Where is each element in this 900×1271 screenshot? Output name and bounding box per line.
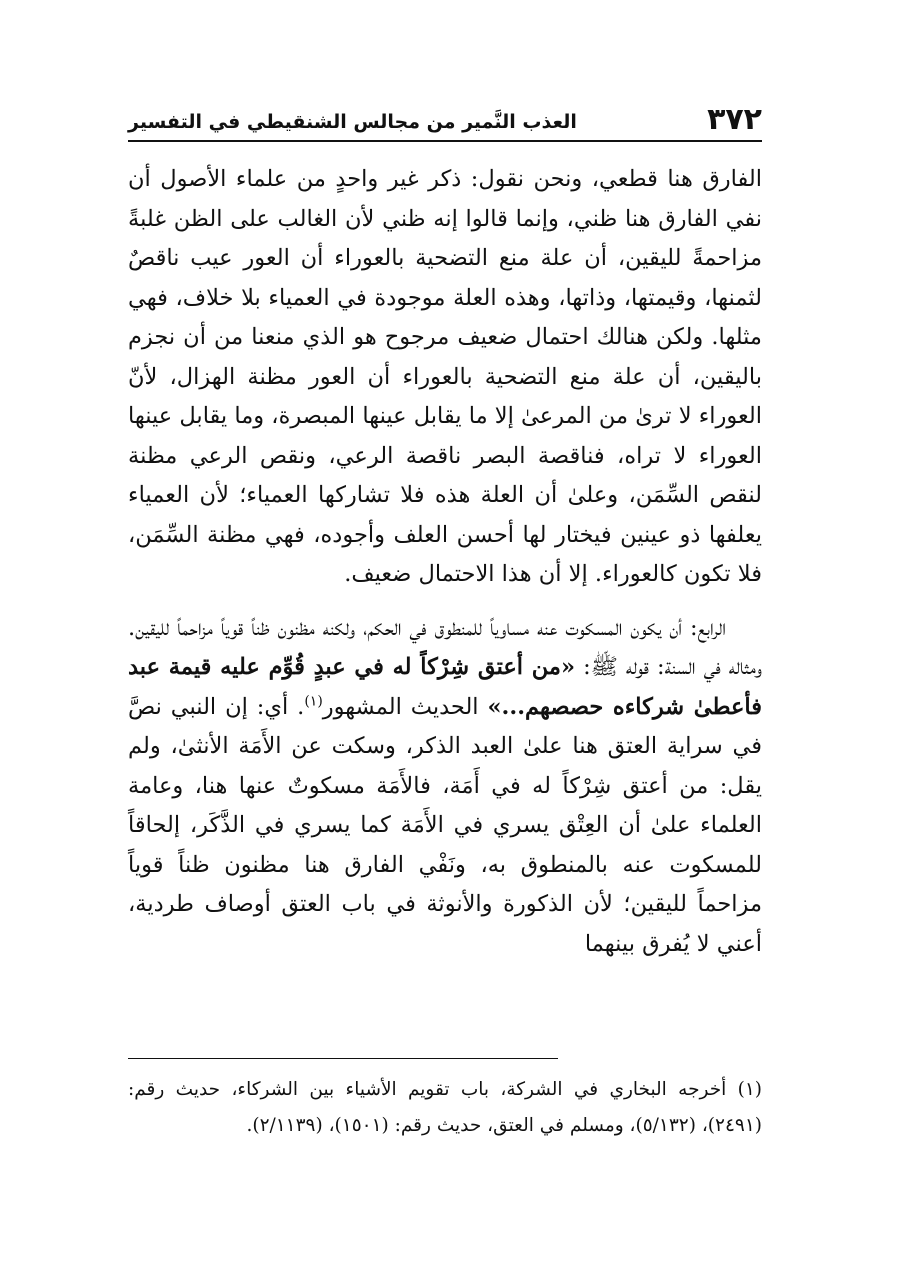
page-number: ٣٧٢ <box>707 102 762 137</box>
main-text <box>128 160 762 964</box>
footnote-1: (١) أخرجه البخاري في الشركة، باب تقويم الأشياء بين الشركاء، حديث رقم: (٢٤٩١)، (٥/١٣٢)، ومسلم في العتق، حديث رقم: (١٥٠١)، (٢/١١٣٩). <box>128 1079 762 1136</box>
footnote-reference: (١) <box>304 693 323 709</box>
running-title: العذب النَّمير من مجالس الشنقيطي في التفسير <box>128 111 577 133</box>
paragraph-2-intro: الرابع: أن يكون المسكوت عنه مساوياً للمنطوق في الحكم، ولكنه مظنون ظناً قوياً مزاحماً لليقين. ومثاله في السنة: قوله ﷺ: <box>128 614 763 680</box>
paragraph-2-rest: . أي: إن النبي نصَّ في سراية العتق هنا علىٰ العبد الذكر، وسكت عن الأَمَة الأنثىٰ، ولم يقل: من أعتق شِرْكاً له في أَمَة، فالأَمَة مسكوتٌ عنها هنا، وعامة العلماء علىٰ أن العِتْق يسري في الأَمَة كما يسري في الذَّكَر، إلحاقاً للمسكوت عنه بالمنطوق به، ونَفْي الفارق هنا مظنون ظناً قوياً مزاحماً لليقين؛ لأن الذكورة والأنوثة في باب العتق أوصاف طردية، أعني لا يُفرق بينهما <box>128 693 762 957</box>
paragraph-2 <box>128 609 762 965</box>
page-header <box>128 98 762 142</box>
footnote-divider <box>128 1058 558 1059</box>
paragraph-2-cont: الحديث المشهور <box>322 693 488 720</box>
footnote <box>128 1072 762 1144</box>
paragraph-1: الفارق هنا قطعي، ونحن نقول: ذكر غير واحدٍ من علماء الأصول أن نفي الفارق هنا ظني، وإنما قالوا إنه ظني لأن الغالب على الظن غلبةً مزاحمةً لليقين، أن علة منع التضحية بالعوراء أن العور عيب ناقصٌ لثمنها، وقيمتها، وذاتها، وهذه العلة موجودة في العمياء بلا خلاف، فهي مثلها. ولكن هنالك احتمال ضعيف مرجوح هو الذي منعنا من أن نجزم باليقين، أن علة منع التضحية بالعوراء أن العور مظنة الهزال، لأنّ العوراء لا ترىٰ من المرعىٰ إلا ما يقابل عينها المبصرة، وما يقابل عينها العوراء لا تراه، فناقصة البصر ناقصة الرعي، ونقص الرعي مظنة لنقص السِّمَن، وعلىٰ أن العلة هذه فلا تشاركها العمياء؛ لأن العمياء يعلفها ذو عينين فيختار لها أحسن العلف وأجوده، فهي مظنة السِّمَن، فلا تكون كالعوراء. إلا أن هذا الاحتمال ضعيف. <box>128 166 762 587</box>
hadith-quote: «من أعتق شِرْكاً له في عبدٍ قُوِّم عليه قيمة عبد فأعطىٰ شركاءه حصصهم...» <box>128 654 762 720</box>
